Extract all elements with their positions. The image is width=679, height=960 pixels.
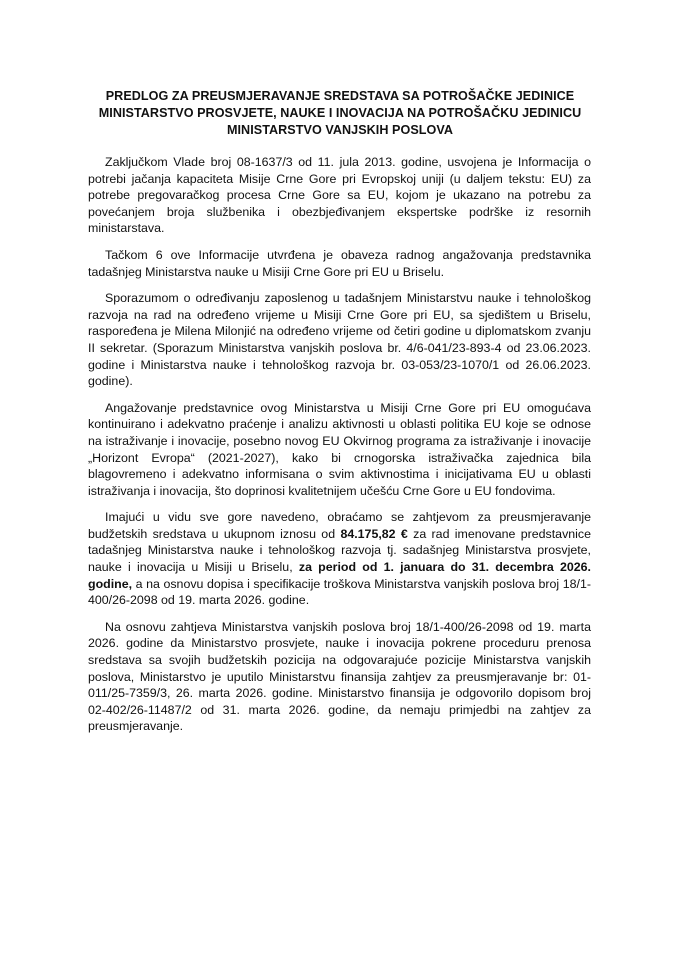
requested-amount: 84.175,82 € — [340, 526, 408, 541]
paragraph-1: Zaključkom Vlade broj 08-1637/3 od 11. jula 2013. godine, usvojena je Informacija o potrebi jačanja kapaciteta Misije Crne Gore pri Evropskoj uniji (u daljem tekstu: EU) za potrebe pregovaračkog procesa Crne Gore sa EU, kojom je ukazano na potrebu za povećanjem broja službenika i obezbjeđivanjem ekspertske podrške iz resornih ministarstava. — [88, 155, 591, 236]
paragraph-3: Sporazumom o određivanju zaposlenog u tadašnjem Ministarstvu nauke i tehnološkog razvoja na rad na određeno vrijeme u Misiji Crne Gore pri EU, sa sjedištem u Briselu, raspoređena je Milena Milonjić na određeno vrijeme od četiri godine u diplomatskom zvanju II sekretar. (Sporazum Ministarstva vanjskih poslova br. 4/6-041/23-893-4 od 23.06.2023. godine i Ministarstva nauke i tehnološkog razvoja br. 03-053/23-1070/1 od 26.06.2023. godine). — [88, 291, 591, 389]
paragraph-5-text-c: a na osnovu dopisa i specifikacije troškova Ministarstva vanjskih poslova broj 18/1-400/26-2098 od 19. marta 2026. godine. — [88, 576, 591, 608]
paragraph-6: Na osnovu zahtjeva Ministarstva vanjskih poslova broj 18/1-400/26-2098 od 19. marta 2026. godine da Ministarstvo prosvjete, nauke i inovacija pokrene proceduru prenosa sredstava sa svojih budžetskih pozicija na odgovarajuće pozicije Ministarstva vanjskih poslova, Ministarstvo je uputilo Ministarstvu finansija zahtjev za preusmjeravanje br: 01-011/25-7359/3, 26. marta 2026. godine. Ministarstvo finansija je odgovorilo dopisom broj 02-402/26-11487/2 od 31. marta 2026. godine, da nemaju primjedbi na zahtjev za preusmjeravanje. — [88, 619, 591, 734]
paragraph-5-text-b: za rad imenovane predstavnice tadašnjeg Ministarstva nauke i tehnološkog razvoja tj. sadašnjeg Ministarstva prosvjete, nauke i inovacija u Misiji u Briselu, — [88, 526, 591, 575]
document-title: PREDLOG ZA PREUSMJERAVANJE SREDSTAVA SA POTROŠAČKE JEDINICE MINISTARSTVO PROSVJETE, NAUKE I INOVACIJA NA POTROŠAČKU JEDINICU MINISTARSTVO VANJSKIH POSLOVA — [98, 89, 582, 137]
paragraph-5 — [88, 509, 591, 609]
funding-period: za period od 1. januara do 31. decembra 2026. godine, — [88, 560, 592, 591]
paragraph-5-text-a: Imajući u vidu sve gore navedeno, obraćamo se zahtjevom za preusmjeravanje budžetskih sredstava u ukupnom iznosu od — [88, 510, 591, 541]
document-body — [88, 154, 591, 745]
paragraph-2: Tačkom 6 ove Informacije utvrđena je obaveza radnog angažovanja predstavnika tadašnjeg Ministarstva nauke u Misiji Crne Gore pri EU u Briselu. — [88, 247, 591, 279]
paragraph-4: Angažovanje predstavnice ovog Ministarstva u Misiji Crne Gore pri EU omogućava kontinuirano i adekvatno praćenje i analizu aktivnosti u oblasti politika EU koje se odnose na istraživanje i inovacije, posebno novog EU Okvirnog programa za istraživanje i inovacije „Horizont Evropa“ (2021-2027), kako bi crnogorska istraživačka zajednica bila blagovremeno i adekvatno informisana o svim aktivnostima i inicijativama EU u oblasti istraživanja i inovacija, što doprinosi kvalitetnijem učešću Crne Gore u EU fondovima. — [88, 400, 591, 498]
